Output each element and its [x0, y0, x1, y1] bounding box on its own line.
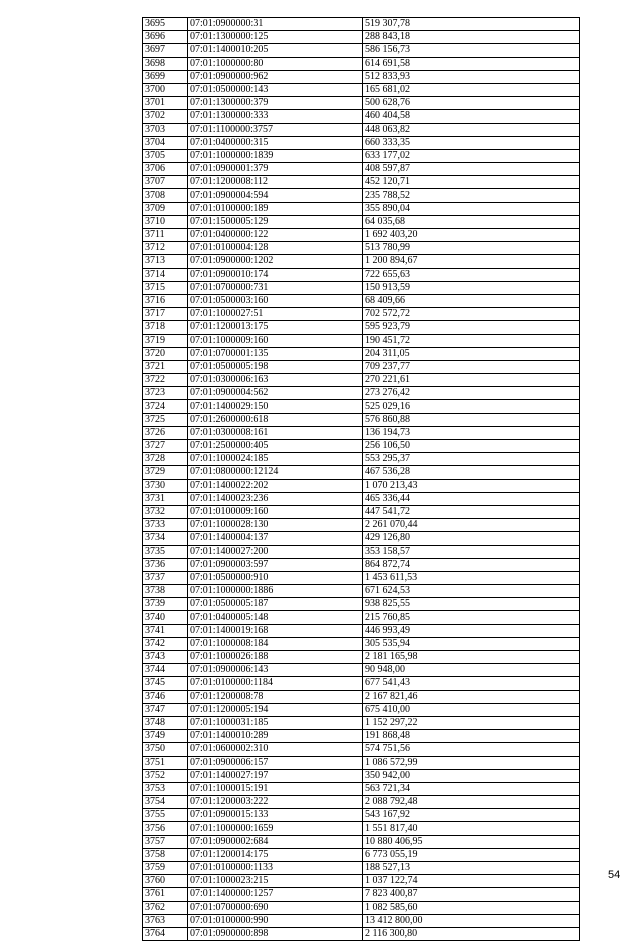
row-number: 3704: [143, 136, 188, 149]
cadastral-number: 07:01:0100000:1184: [188, 677, 363, 690]
row-number: 3729: [143, 466, 188, 479]
cadastral-number: 07:01:0800000:12124: [188, 466, 363, 479]
cadastral-number: 07:01:0400005:148: [188, 611, 363, 624]
cadastral-value: 350 942,00: [363, 769, 580, 782]
cadastral-value: 1 551 817,40: [363, 822, 580, 835]
cadastral-value: 1 152 297,22: [363, 716, 580, 729]
table-row: [143, 347, 580, 360]
row-number: 3739: [143, 598, 188, 611]
cadastral-number: 07:01:0500000:910: [188, 571, 363, 584]
cadastral-value: 1 453 611,53: [363, 571, 580, 584]
cadastral-number: 07:01:0900000:898: [188, 927, 363, 940]
table-row: [143, 611, 580, 624]
cadastral-value: 270 221,61: [363, 374, 580, 387]
table-row: [143, 637, 580, 650]
cadastral-value: 519 307,78: [363, 18, 580, 31]
table-row: [143, 505, 580, 518]
row-number: 3764: [143, 927, 188, 940]
cadastral-number: 07:01:2600000:618: [188, 413, 363, 426]
cadastral-number: 07:01:1000015:191: [188, 782, 363, 795]
cadastral-value: 136 194,73: [363, 426, 580, 439]
cadastral-value: 288 843,18: [363, 31, 580, 44]
row-number: 3707: [143, 176, 188, 189]
table-row: [143, 294, 580, 307]
cadastral-value: 190 451,72: [363, 334, 580, 347]
cadastral-value: 2 088 792,48: [363, 796, 580, 809]
table-row: [143, 862, 580, 875]
row-number: 3738: [143, 585, 188, 598]
table-row: [143, 202, 580, 215]
cadastral-value: 448 063,82: [363, 123, 580, 136]
row-number: 3720: [143, 347, 188, 360]
cadastral-number: 07:01:1000031:185: [188, 716, 363, 729]
cadastral-number: 07:01:1200008:78: [188, 690, 363, 703]
row-number: 3703: [143, 123, 188, 136]
cadastral-value: 614 691,58: [363, 57, 580, 70]
row-number: 3697: [143, 44, 188, 57]
cadastral-number: 07:01:1000023:215: [188, 875, 363, 888]
cadastral-number: 07:01:1300000:125: [188, 31, 363, 44]
table-row: [143, 136, 580, 149]
cadastral-value: 595 923,79: [363, 321, 580, 334]
row-number: 3748: [143, 716, 188, 729]
cadastral-value: 355 890,04: [363, 202, 580, 215]
table-row: [143, 281, 580, 294]
cadastral-number: 07:01:1000028:130: [188, 519, 363, 532]
table-row: [143, 571, 580, 584]
cadastral-value: 563 721,34: [363, 782, 580, 795]
cadastral-number: 07:01:0100000:1133: [188, 862, 363, 875]
cadastral-value: 660 333,35: [363, 136, 580, 149]
cadastral-value: 1 070 213,43: [363, 479, 580, 492]
cadastral-number: 07:01:1400023:236: [188, 492, 363, 505]
cadastral-value-table: [142, 17, 580, 941]
table-row: [143, 268, 580, 281]
table-row: [143, 822, 580, 835]
cadastral-number: 07:01:0100000:990: [188, 914, 363, 927]
cadastral-value: 722 655,63: [363, 268, 580, 281]
row-number: 3701: [143, 97, 188, 110]
cadastral-value: 150 913,59: [363, 281, 580, 294]
row-number: 3744: [143, 664, 188, 677]
row-number: 3726: [143, 426, 188, 439]
row-number: 3730: [143, 479, 188, 492]
cadastral-number: 07:01:0900004:562: [188, 387, 363, 400]
table-row: [143, 387, 580, 400]
table-row: [143, 585, 580, 598]
row-number: 3746: [143, 690, 188, 703]
row-number: 3724: [143, 400, 188, 413]
table-row: [143, 875, 580, 888]
cadastral-number: 07:01:0900000:962: [188, 70, 363, 83]
table-row: [143, 413, 580, 426]
table-row: [143, 703, 580, 716]
cadastral-number: 07:01:1400029:150: [188, 400, 363, 413]
row-number: 3716: [143, 294, 188, 307]
table-row: [143, 769, 580, 782]
cadastral-value: 353 158,57: [363, 545, 580, 558]
row-number: 3731: [143, 492, 188, 505]
row-number: 3734: [143, 532, 188, 545]
row-number: 3754: [143, 796, 188, 809]
table-row: [143, 440, 580, 453]
cadastral-number: 07:01:1200003:222: [188, 796, 363, 809]
table-row: [143, 374, 580, 387]
table-body: [143, 18, 580, 941]
table-row: [143, 466, 580, 479]
cadastral-value: 215 760,85: [363, 611, 580, 624]
cadastral-value: 677 541,43: [363, 677, 580, 690]
row-number: 3717: [143, 308, 188, 321]
row-number: 3742: [143, 637, 188, 650]
cadastral-number: 07:01:0300008:161: [188, 426, 363, 439]
cadastral-number: 07:01:1000000:1659: [188, 822, 363, 835]
cadastral-value: 702 572,72: [363, 308, 580, 321]
table-row: [143, 189, 580, 202]
cadastral-value: 273 276,42: [363, 387, 580, 400]
table-row: [143, 44, 580, 57]
table-row: [143, 57, 580, 70]
cadastral-number: 07:01:0700001:135: [188, 347, 363, 360]
cadastral-value: 709 237,77: [363, 360, 580, 373]
cadastral-value: 1 086 572,99: [363, 756, 580, 769]
cadastral-value: 305 535,94: [363, 637, 580, 650]
table-row: [143, 110, 580, 123]
page-number: 54: [608, 869, 621, 881]
table-row: [143, 360, 580, 373]
cadastral-number: 07:01:0900015:133: [188, 809, 363, 822]
row-number: 3759: [143, 862, 188, 875]
cadastral-number: 07:01:1300000:379: [188, 97, 363, 110]
table-row: [143, 677, 580, 690]
cadastral-number: 07:01:1400027:200: [188, 545, 363, 558]
cadastral-value: 64 035,68: [363, 215, 580, 228]
cadastral-number: 07:01:0400000:315: [188, 136, 363, 149]
table-row: [143, 901, 580, 914]
table-row: [143, 796, 580, 809]
cadastral-value: 1 037 122,74: [363, 875, 580, 888]
table-row: [143, 426, 580, 439]
table-row: [143, 334, 580, 347]
cadastral-value: 460 404,58: [363, 110, 580, 123]
cadastral-number: 07:01:0100004:128: [188, 242, 363, 255]
cadastral-number: 07:01:1000027:51: [188, 308, 363, 321]
cadastral-number: 07:01:0900002:684: [188, 835, 363, 848]
cadastral-number: 07:01:1400004:137: [188, 532, 363, 545]
cadastral-value: 513 780,99: [363, 242, 580, 255]
table-row: [143, 492, 580, 505]
cadastral-number: 07:01:1000009:160: [188, 334, 363, 347]
cadastral-number: 07:01:1400027:197: [188, 769, 363, 782]
cadastral-number: 07:01:0900006:143: [188, 664, 363, 677]
cadastral-number: 07:01:1400019:168: [188, 624, 363, 637]
row-number: 3758: [143, 848, 188, 861]
cadastral-number: 07:01:1400010:289: [188, 730, 363, 743]
row-number: 3751: [143, 756, 188, 769]
table-row: [143, 927, 580, 940]
table-row: [143, 97, 580, 110]
row-number: 3749: [143, 730, 188, 743]
table-row: [143, 651, 580, 664]
row-number: 3699: [143, 70, 188, 83]
table-row: [143, 242, 580, 255]
cadastral-value: 408 597,87: [363, 163, 580, 176]
cadastral-value: 90 948,00: [363, 664, 580, 677]
cadastral-value: 452 120,71: [363, 176, 580, 189]
cadastral-value: 2 181 165,98: [363, 651, 580, 664]
table-row: [143, 400, 580, 413]
table-row: [143, 519, 580, 532]
cadastral-value: 1 692 403,20: [363, 229, 580, 242]
row-number: 3737: [143, 571, 188, 584]
cadastral-number: 07:01:0100009:160: [188, 505, 363, 518]
row-number: 3709: [143, 202, 188, 215]
row-number: 3714: [143, 268, 188, 281]
table-row: [143, 255, 580, 268]
cadastral-number: 07:01:1300000:333: [188, 110, 363, 123]
cadastral-value: 191 868,48: [363, 730, 580, 743]
cadastral-value: 553 295,37: [363, 453, 580, 466]
row-number: 3762: [143, 901, 188, 914]
cadastral-number: 07:01:0900010:174: [188, 268, 363, 281]
cadastral-value: 13 412 800,00: [363, 914, 580, 927]
cadastral-value: 429 126,80: [363, 532, 580, 545]
row-number: 3736: [143, 558, 188, 571]
cadastral-value: 864 872,74: [363, 558, 580, 571]
table-row: [143, 730, 580, 743]
cadastral-number: 07:01:1000024:185: [188, 453, 363, 466]
cadastral-value: 467 536,28: [363, 466, 580, 479]
cadastral-number: 07:01:1100000:3757: [188, 123, 363, 136]
row-number: 3743: [143, 651, 188, 664]
table-row: [143, 321, 580, 334]
cadastral-value: 6 773 055,19: [363, 848, 580, 861]
table-row: [143, 690, 580, 703]
table-row: [143, 123, 580, 136]
cadastral-number: 07:01:0900004:594: [188, 189, 363, 202]
row-number: 3722: [143, 374, 188, 387]
cadastral-number: 07:01:0500003:160: [188, 294, 363, 307]
cadastral-value: 2 261 070,44: [363, 519, 580, 532]
row-number: 3702: [143, 110, 188, 123]
table-row: [143, 229, 580, 242]
table-row: [143, 31, 580, 44]
row-number: 3753: [143, 782, 188, 795]
cadastral-number: 07:01:0100000:189: [188, 202, 363, 215]
cadastral-value: 7 823 400,87: [363, 888, 580, 901]
table-row: [143, 558, 580, 571]
cadastral-number: 07:01:0700000:690: [188, 901, 363, 914]
cadastral-value: 525 029,16: [363, 400, 580, 413]
table-row: [143, 308, 580, 321]
table-row: [143, 453, 580, 466]
table-row: [143, 545, 580, 558]
cadastral-number: 07:01:2500000:405: [188, 440, 363, 453]
cadastral-number: 07:01:1000000:1886: [188, 585, 363, 598]
row-number: 3727: [143, 440, 188, 453]
cadastral-number: 07:01:0600002:310: [188, 743, 363, 756]
cadastral-number: 07:01:1200005:194: [188, 703, 363, 716]
row-number: 3741: [143, 624, 188, 637]
table-row: [143, 848, 580, 861]
row-number: 3695: [143, 18, 188, 31]
cadastral-value: 586 156,73: [363, 44, 580, 57]
cadastral-value: 204 311,05: [363, 347, 580, 360]
cadastral-value: 938 825,55: [363, 598, 580, 611]
row-number: 3721: [143, 360, 188, 373]
cadastral-value: 447 541,72: [363, 505, 580, 518]
table-row: [143, 782, 580, 795]
table-row: [143, 215, 580, 228]
row-number: 3708: [143, 189, 188, 202]
row-number: 3735: [143, 545, 188, 558]
table-row: [143, 532, 580, 545]
cadastral-value: 671 624,53: [363, 585, 580, 598]
table-row: [143, 624, 580, 637]
row-number: 3763: [143, 914, 188, 927]
row-number: 3756: [143, 822, 188, 835]
table-row: [143, 888, 580, 901]
cadastral-number: 07:01:0900000:1202: [188, 255, 363, 268]
row-number: 3711: [143, 229, 188, 242]
row-number: 3732: [143, 505, 188, 518]
table-row: [143, 716, 580, 729]
cadastral-number: 07:01:0300006:163: [188, 374, 363, 387]
table-row: [143, 83, 580, 96]
cadastral-number: 07:01:1200008:112: [188, 176, 363, 189]
cadastral-number: 07:01:0500005:198: [188, 360, 363, 373]
cadastral-number: 07:01:1000000:80: [188, 57, 363, 70]
cadastral-number: 07:01:1400022:202: [188, 479, 363, 492]
cadastral-number: 07:01:0900006:157: [188, 756, 363, 769]
cadastral-value: 10 880 406,95: [363, 835, 580, 848]
cadastral-number: 07:01:0500000:143: [188, 83, 363, 96]
row-number: 3747: [143, 703, 188, 716]
cadastral-number: 07:01:1000026:188: [188, 651, 363, 664]
table-row: [143, 176, 580, 189]
row-number: 3698: [143, 57, 188, 70]
row-number: 3710: [143, 215, 188, 228]
table-row: [143, 756, 580, 769]
cadastral-number: 07:01:0900000:31: [188, 18, 363, 31]
table-row: [143, 914, 580, 927]
cadastral-value: 256 106,50: [363, 440, 580, 453]
table-row: [143, 163, 580, 176]
cadastral-number: 07:01:0700000:731: [188, 281, 363, 294]
cadastral-number: 07:01:1200014:175: [188, 848, 363, 861]
row-number: 3740: [143, 611, 188, 624]
row-number: 3715: [143, 281, 188, 294]
cadastral-value: 2 167 821,46: [363, 690, 580, 703]
row-number: 3723: [143, 387, 188, 400]
cadastral-value: 68 409,66: [363, 294, 580, 307]
row-number: 3750: [143, 743, 188, 756]
cadastral-number: 07:01:0900003:597: [188, 558, 363, 571]
row-number: 3761: [143, 888, 188, 901]
row-number: 3706: [143, 163, 188, 176]
cadastral-value: 188 527,13: [363, 862, 580, 875]
table-row: [143, 598, 580, 611]
row-number: 3696: [143, 31, 188, 44]
table-row: [143, 743, 580, 756]
cadastral-number: 07:01:1200013:175: [188, 321, 363, 334]
row-number: 3705: [143, 149, 188, 162]
cadastral-number: 07:01:1400000:1257: [188, 888, 363, 901]
cadastral-value: 446 993,49: [363, 624, 580, 637]
table-row: [143, 149, 580, 162]
cadastral-number: 07:01:1000000:1839: [188, 149, 363, 162]
table-row: [143, 70, 580, 83]
cadastral-number: 07:01:1000008:184: [188, 637, 363, 650]
row-number: 3728: [143, 453, 188, 466]
table-row: [143, 18, 580, 31]
cadastral-value: 675 410,00: [363, 703, 580, 716]
row-number: 3733: [143, 519, 188, 532]
row-number: 3712: [143, 242, 188, 255]
row-number: 3719: [143, 334, 188, 347]
cadastral-value: 235 788,52: [363, 189, 580, 202]
cadastral-value: 465 336,44: [363, 492, 580, 505]
cadastral-value: 165 681,02: [363, 83, 580, 96]
row-number: 3725: [143, 413, 188, 426]
table-row: [143, 664, 580, 677]
cadastral-number: 07:01:0400000:122: [188, 229, 363, 242]
cadastral-number: 07:01:1500005:129: [188, 215, 363, 228]
cadastral-value: 1 200 894,67: [363, 255, 580, 268]
table-row: [143, 479, 580, 492]
cadastral-value: 2 116 300,80: [363, 927, 580, 940]
cadastral-value: 1 082 585,60: [363, 901, 580, 914]
cadastral-value: 633 177,02: [363, 149, 580, 162]
cadastral-number: 07:01:1400010:205: [188, 44, 363, 57]
row-number: 3760: [143, 875, 188, 888]
row-number: 3745: [143, 677, 188, 690]
cadastral-number: 07:01:0500005:187: [188, 598, 363, 611]
row-number: 3757: [143, 835, 188, 848]
row-number: 3700: [143, 83, 188, 96]
row-number: 3752: [143, 769, 188, 782]
cadastral-value: 576 860,88: [363, 413, 580, 426]
cadastral-value: 500 628,76: [363, 97, 580, 110]
cadastral-value: 543 167,92: [363, 809, 580, 822]
table-row: [143, 809, 580, 822]
cadastral-value: 512 833,93: [363, 70, 580, 83]
cadastral-value: 574 751,56: [363, 743, 580, 756]
row-number: 3718: [143, 321, 188, 334]
cadastral-number: 07:01:0900001:379: [188, 163, 363, 176]
row-number: 3755: [143, 809, 188, 822]
row-number: 3713: [143, 255, 188, 268]
table-row: [143, 835, 580, 848]
